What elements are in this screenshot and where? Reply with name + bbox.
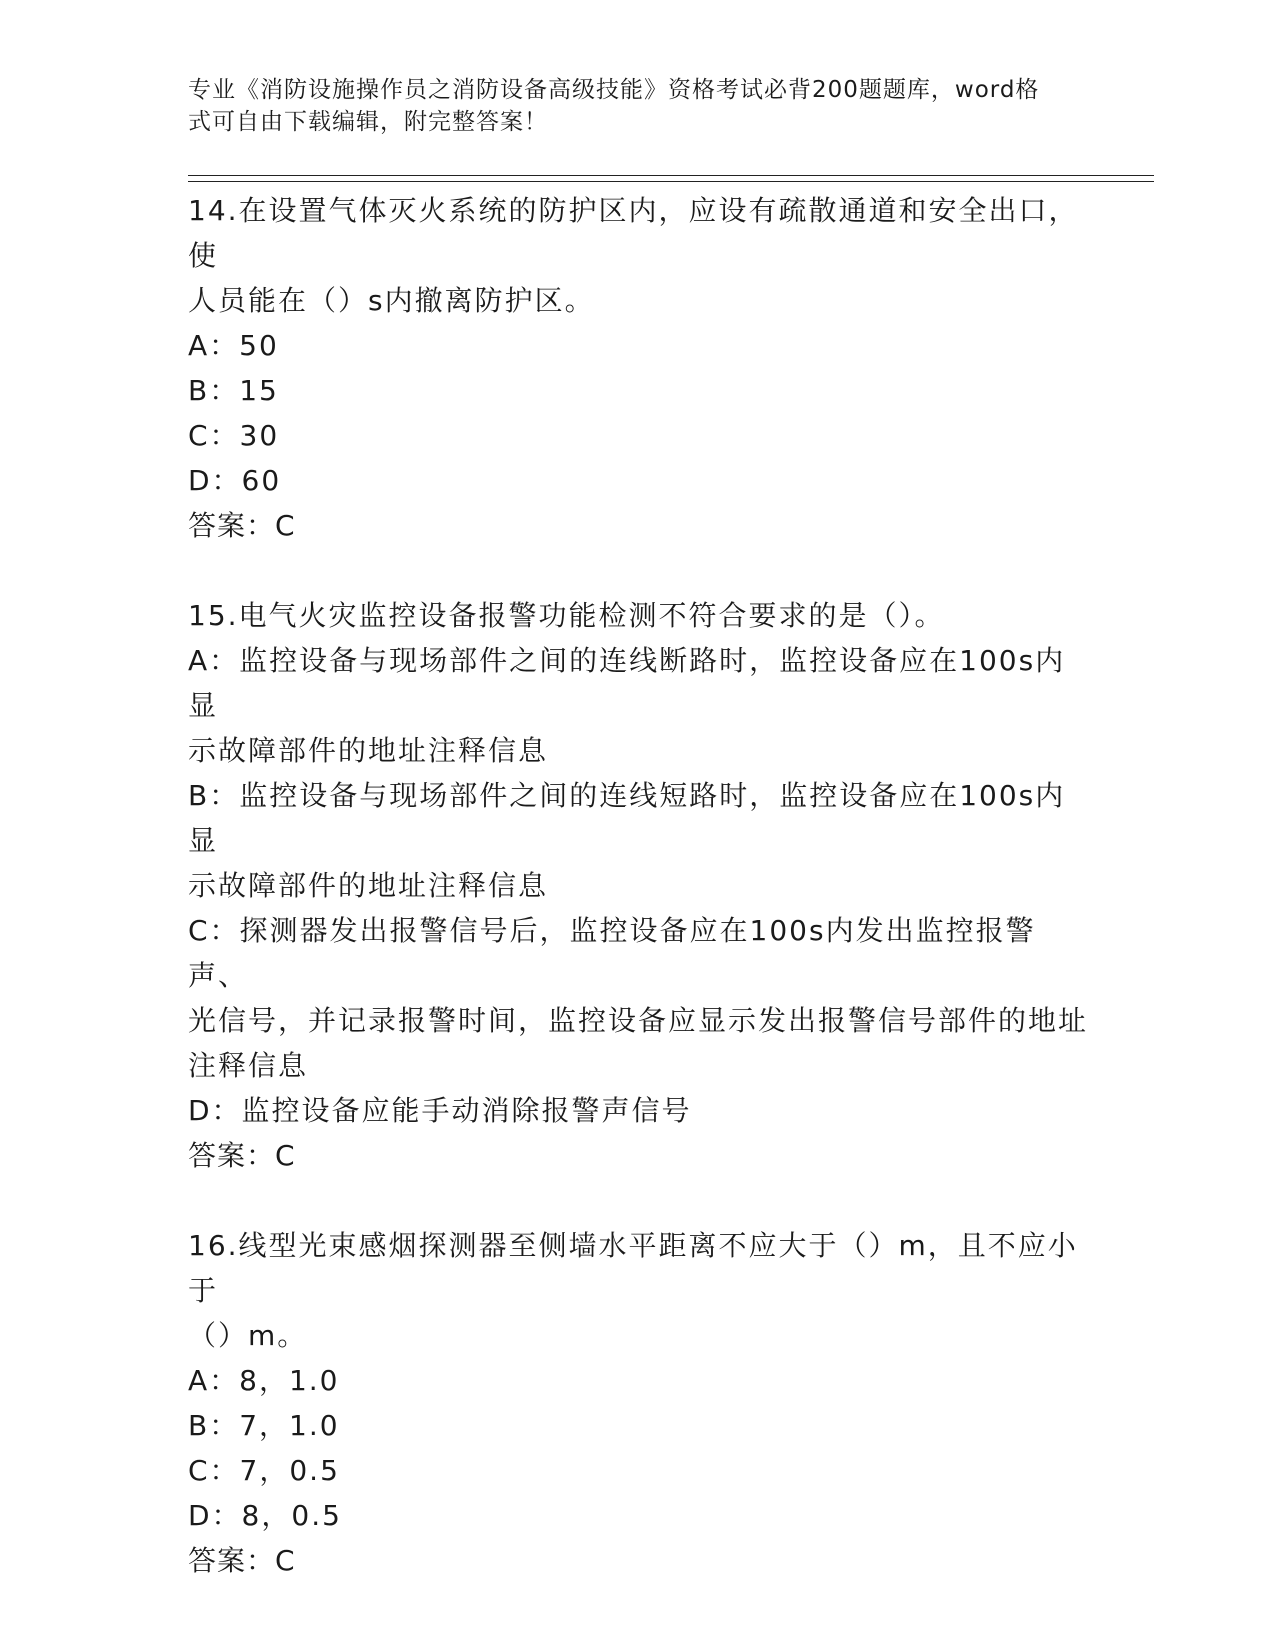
- question-stem: 16.线型光束感烟探测器至侧墙水平距离不应大于（）m，且不应小于: [188, 1229, 1078, 1307]
- answer: 答案：C: [188, 1544, 296, 1577]
- option-c-continued: 注释信息: [188, 1049, 309, 1082]
- option-b: B：15: [188, 374, 279, 407]
- option-c: C：7，0.5: [188, 1454, 340, 1487]
- option-a-continued: 示故障部件的地址注释信息: [188, 734, 549, 767]
- header-divider-bottom: [188, 181, 1154, 182]
- option-b: B：监控设备与现场部件之间的连线短路时，监控设备应在100s内显: [188, 779, 1066, 857]
- question-16: [188, 1223, 1088, 1583]
- option-d: D：60: [188, 464, 282, 497]
- question-stem: 14.在设置气体灭火系统的防护区内，应设有疏散通道和安全出口，使: [188, 194, 1079, 272]
- question-14: [188, 188, 1088, 548]
- option-c-continued: 光信号，并记录报警时间，监控设备应显示发出报警信号部件的地址: [188, 1004, 1089, 1037]
- answer: 答案：C: [188, 509, 296, 542]
- option-c: C：30: [188, 419, 280, 452]
- option-b-continued: 示故障部件的地址注释信息: [188, 869, 549, 902]
- option-c: C：探测器发出报警信号后，监控设备应在100s内发出监控报警声、: [188, 914, 1036, 992]
- option-b: B：7，1.0: [188, 1409, 340, 1442]
- header-divider-top: [188, 175, 1154, 176]
- question-list: [188, 188, 1088, 1583]
- option-d: D：8，0.5: [188, 1499, 342, 1532]
- question-stem: 15.电气火灾监控设备报警功能检测不符合要求的是（）。: [188, 599, 945, 632]
- option-d: D：监控设备应能手动消除报警声信号: [188, 1094, 692, 1127]
- question-stem: 人员能在（）s内撤离防护区。: [188, 284, 595, 317]
- question-spacer: [188, 548, 1088, 593]
- question-stem: （）m。: [188, 1319, 308, 1352]
- header-line-2: 式可自由下载编辑，附完整答案！: [188, 109, 548, 135]
- question-15: [188, 593, 1088, 1178]
- option-a: A：50: [188, 329, 279, 362]
- header-line-1: 专业《消防设施操作员之消防设备高级技能》资格考试必背200题题库，word格: [188, 77, 1040, 103]
- answer: 答案：C: [188, 1139, 296, 1172]
- option-a: A：监控设备与现场部件之间的连线断路时，监控设备应在100s内显: [188, 644, 1066, 722]
- question-spacer: [188, 1178, 1088, 1223]
- option-a: A：8，1.0: [188, 1364, 340, 1397]
- document-header: [188, 74, 1068, 138]
